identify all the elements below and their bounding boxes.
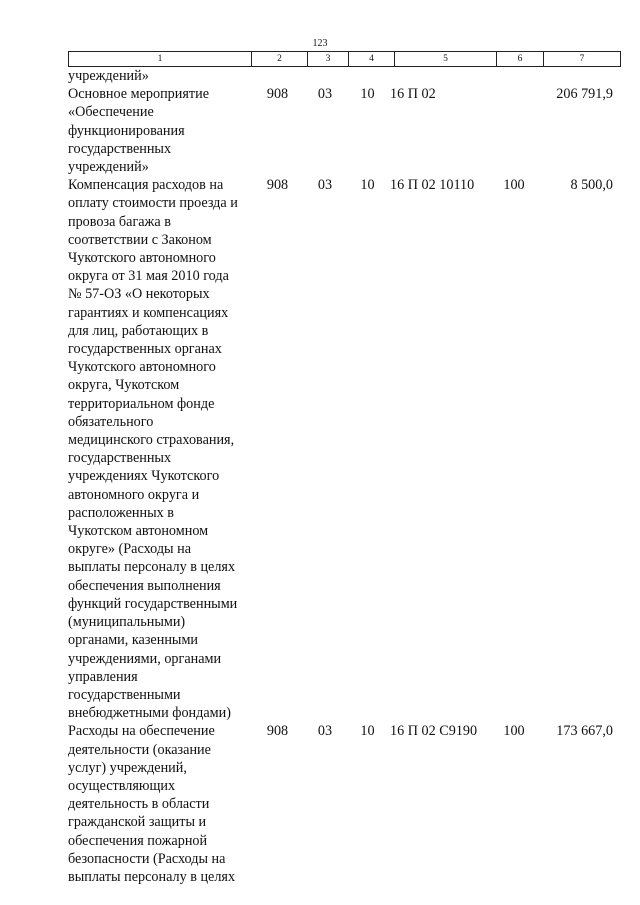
column-header-row [69,52,621,67]
row-amount: 8 500,0 [570,177,613,194]
row-section: 03 [317,177,333,194]
column-header-4: 4 [349,52,395,67]
column-header-table [68,51,621,67]
budget-table [68,67,613,886]
table-row [68,176,613,722]
column-header-7: 7 [544,52,621,67]
row-admin-code: 908 [266,177,289,194]
row-subsection: 10 [360,86,375,103]
row-name: Компенсация расходов на оплату стоимости проезда и провоза багажа в соответствии с Законом Чукотского автономного округа от 31 мая 2010 года № 57-ОЗ «О некоторых гарантиях и компенсациях для лиц, работающих в государственных органах Чукотского автономного округа, Чукотском территориальном фонде обязательного медицинского страхования, государственных учреждениях Чукотского автономного округа и расположенных в Чукотском автономном округе» (Расходы на выплаты персоналу в целях обеспечения выполнения функций государственными (муниципальными) органами, казенными учреждениями, органами управления государственными внебюджетными фондами) [68,177,238,722]
row-name: Расходы на обеспечение деятельности (оказание услуг) учреждений, осуществляющих деятельность в области гражданской защиты и обеспечения пожарной безопасности (Расходы на выплаты персоналу в целях [68,723,236,885]
column-header-3: 3 [308,52,349,67]
table-row [68,85,613,176]
row-section: 03 [317,723,333,740]
table-row [68,67,613,85]
row-expense-type [491,85,537,176]
row-expense-type: 100 [503,723,525,740]
row-expense-type: 100 [503,177,525,194]
column-header-2: 2 [252,52,308,67]
row-name: Основное мероприятие «Обеспечение функционирования государственных учреждений» [68,86,209,176]
row-name: учреждений» [68,68,149,84]
row-target-article: 16 П 02 С9190 [390,723,478,740]
row-subsection: 10 [360,177,375,194]
row-target-article [390,67,491,85]
row-admin-code: 908 [266,86,289,103]
row-amount [537,67,613,85]
page-number: 123 [312,38,328,49]
table-row [68,722,613,886]
row-section [305,67,345,85]
row-subsection [345,67,390,85]
row-expense-type [491,67,537,85]
column-header-5: 5 [395,52,497,67]
row-target-article: 16 П 02 10110 [390,177,475,194]
row-subsection: 10 [360,723,375,740]
row-amount: 206 791,9 [556,86,613,103]
row-section: 03 [317,86,333,103]
row-admin-code [250,67,305,85]
row-target-article: 16 П 02 [390,86,436,103]
column-header-6: 6 [497,52,544,67]
row-amount: 173 667,0 [556,723,613,740]
row-admin-code: 908 [266,723,289,740]
column-header-1: 1 [69,52,252,67]
